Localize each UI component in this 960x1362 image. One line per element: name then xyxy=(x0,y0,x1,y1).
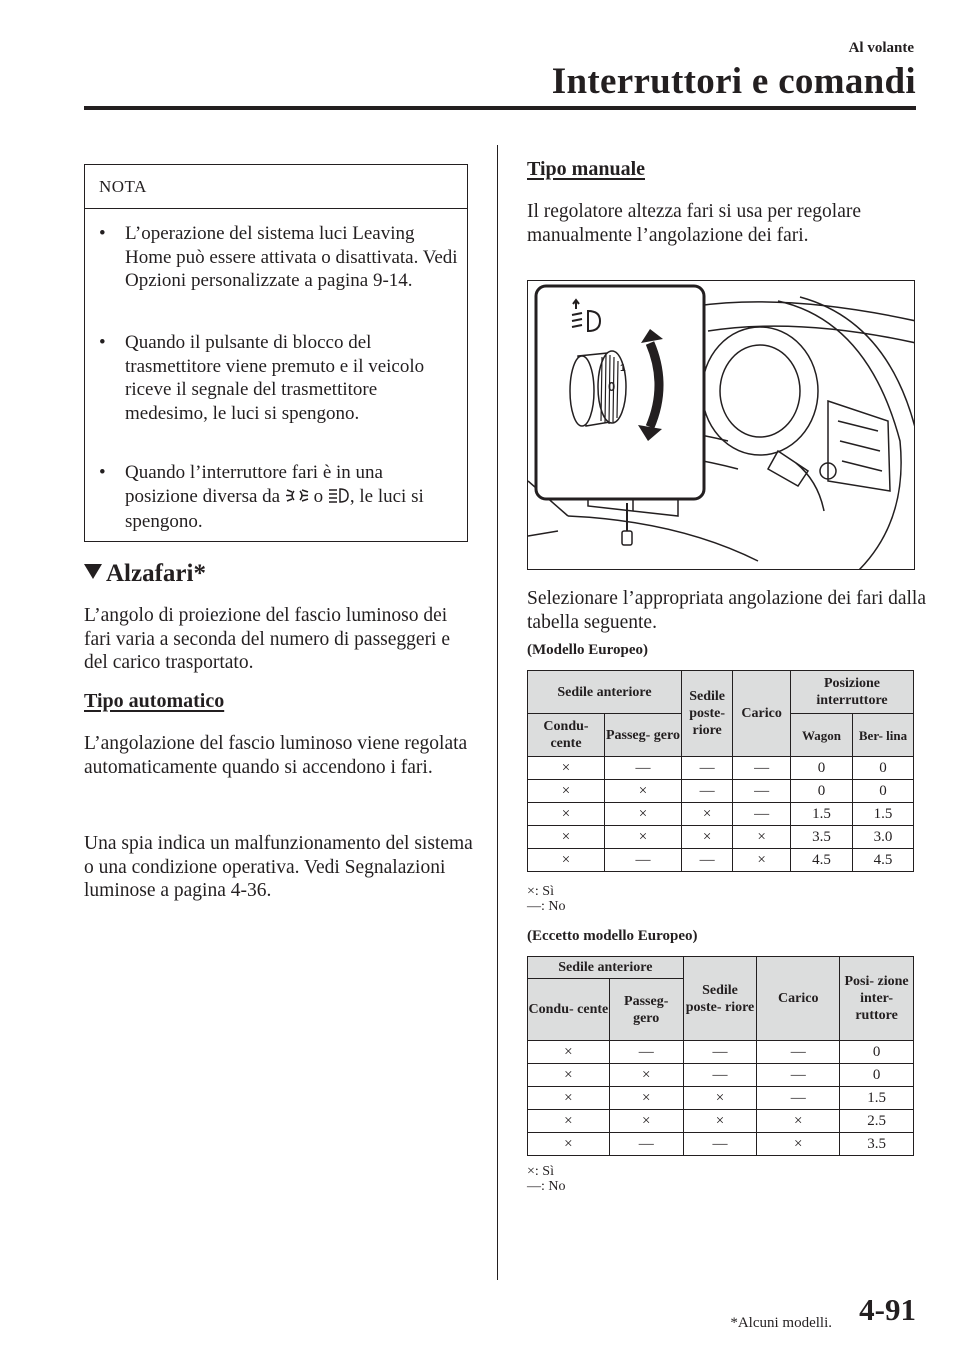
note-bullet-text xyxy=(125,461,459,534)
note-bullet-text: L’operazione del sistema luci Leaving Home può essere attivata o disattivata. Vedi Opzioni personalizzate a pagina 9-14. xyxy=(125,223,458,291)
bullet-dot-icon: • xyxy=(99,223,106,244)
table-cell: 0 xyxy=(853,757,914,780)
angle-table-non-europe xyxy=(527,956,914,1156)
table-cell: — xyxy=(733,757,791,780)
note-bullet xyxy=(99,461,459,534)
column-divider xyxy=(497,145,498,1280)
table-cell: × xyxy=(528,1110,610,1133)
table-cell: × xyxy=(757,1133,840,1156)
table-header-driver: Condu- cente xyxy=(528,979,610,1041)
table2-legend xyxy=(527,1164,566,1194)
select-angle-text: Selezionare l’appropriata angolazione dei fari dalla tabella seguente. xyxy=(527,588,927,633)
note-bullet xyxy=(99,222,459,293)
table-cell: × xyxy=(683,1110,757,1133)
table-header-passenger: Passeg- gero xyxy=(604,714,681,757)
table-cell: × xyxy=(757,1110,840,1133)
table-cell: × xyxy=(528,849,605,872)
table-cell: 3.5 xyxy=(791,826,853,849)
table-cell: — xyxy=(604,849,681,872)
table-cell: × xyxy=(604,780,681,803)
table-header-rear-seat: Sedile poste- riore xyxy=(681,671,732,757)
note-bullet-text: Quando il pulsante di blocco del trasmettitore viene premuto e il veicolo riceve il segnale del trasmettitore medesimo, le luci si spengono. xyxy=(125,332,425,424)
legend-no: —: No xyxy=(527,1179,566,1194)
table-cell: — xyxy=(681,780,732,803)
table-cell: 3.0 xyxy=(853,826,914,849)
table-row xyxy=(528,1041,914,1064)
legend-no: —: No xyxy=(527,899,566,914)
table-cell: × xyxy=(604,826,681,849)
table-row xyxy=(528,780,914,803)
table-header-load: Carico xyxy=(733,671,791,757)
table-cell: × xyxy=(733,849,791,872)
table-cell: 0 xyxy=(791,780,853,803)
dashboard-drawing xyxy=(528,281,915,570)
table-cell: — xyxy=(609,1041,683,1064)
angle-table-europe xyxy=(527,670,914,872)
table-cell: × xyxy=(681,826,732,849)
table-header-driver: Condu- cente xyxy=(528,714,605,757)
table-cell: × xyxy=(609,1064,683,1087)
table-cell: 1.5 xyxy=(840,1087,914,1110)
note-bullet3-pre: Quando l’interruttore fari è in una posizione diversa da xyxy=(125,462,383,507)
table-cell: × xyxy=(528,757,605,780)
table-cell: — xyxy=(757,1087,840,1110)
table-cell: — xyxy=(683,1133,757,1156)
note-title: NOTA xyxy=(99,177,147,196)
table-row xyxy=(528,1110,914,1133)
table-cell: 3.5 xyxy=(840,1133,914,1156)
table-cell: × xyxy=(528,826,605,849)
table-cell: × xyxy=(681,803,732,826)
auto-type-warning-text: Una spia indica un malfunzionamento del sistema o una condizione operativa. Vedi Segnalazioni luminose a pagina 4-36. xyxy=(84,833,473,901)
table-cell: 4.5 xyxy=(791,849,853,872)
legend-yes: ×: Sì xyxy=(527,884,554,899)
table-cell: — xyxy=(604,757,681,780)
table-cell: × xyxy=(528,1041,610,1064)
note-bullet3-post: , le luci si spengono. xyxy=(125,485,424,532)
table-cell: — xyxy=(757,1064,840,1087)
table-cell: 2.5 xyxy=(840,1110,914,1133)
table-header-berlina: Ber- lina xyxy=(853,714,914,757)
alzafari-intro: L’angolo di proiezione del fascio luminoso dei fari varia a seconda del numero di passeggeri e del carico trasportato. xyxy=(84,605,451,673)
table-row xyxy=(528,1133,914,1156)
heading-text: Alzafari* xyxy=(106,560,206,587)
headlight-icon xyxy=(328,487,350,511)
dial-mark-one: 1 xyxy=(620,363,626,374)
table-row xyxy=(528,1087,914,1110)
table-cell: × xyxy=(683,1087,757,1110)
table-cell: × xyxy=(609,1087,683,1110)
table-header-passenger: Passeg- gero xyxy=(609,979,683,1041)
parking-light-icon xyxy=(285,487,309,511)
note-divider xyxy=(85,208,467,209)
bullet-dot-icon: • xyxy=(99,332,106,353)
table-header-rear-seat: Sedile poste- riore xyxy=(683,957,757,1041)
page-number: 4-91 xyxy=(859,1292,916,1327)
table-header-switch-position: Posizione interruttore xyxy=(791,671,914,714)
triangle-icon xyxy=(84,564,102,579)
table-cell: — xyxy=(683,1064,757,1087)
table-cell: 4.5 xyxy=(853,849,914,872)
table-cell: — xyxy=(733,780,791,803)
table-cell: 0 xyxy=(853,780,914,803)
section-label: Al volante xyxy=(848,40,914,56)
table-cell: 0 xyxy=(840,1064,914,1087)
table-cell: — xyxy=(683,1041,757,1064)
table-cell: × xyxy=(609,1110,683,1133)
table-row xyxy=(528,1064,914,1087)
table-cell: × xyxy=(528,1064,610,1087)
table-cell: 1.5 xyxy=(791,803,853,826)
table-cell: 1.5 xyxy=(853,803,914,826)
table-cell: × xyxy=(528,1087,610,1110)
leveling-switch-illustration xyxy=(527,280,915,570)
table-cell: — xyxy=(609,1133,683,1156)
table-cell: × xyxy=(528,803,605,826)
auto-type-title: Tipo automatico xyxy=(84,690,225,712)
note-box xyxy=(84,164,468,542)
table-cell: — xyxy=(733,803,791,826)
table-cell: × xyxy=(528,780,605,803)
table-row xyxy=(528,849,914,872)
table-header-front-seat: Sedile anteriore xyxy=(528,957,684,979)
auto-type-text: L’angolazione del fascio luminoso viene regolata automaticamente quando si accendono i fari. xyxy=(84,733,468,778)
note-bullet3-mid: o xyxy=(308,485,328,507)
table-cell: — xyxy=(681,849,732,872)
table-header-front-seat: Sedile anteriore xyxy=(528,671,682,714)
legend-yes: ×: Sì xyxy=(527,1164,554,1179)
manual-type-title: Tipo manuale xyxy=(527,158,645,180)
table-row xyxy=(528,803,914,826)
table-row xyxy=(528,826,914,849)
footnote: *Alcuni modelli. xyxy=(730,1315,832,1331)
table1-legend xyxy=(527,884,566,914)
section-heading xyxy=(84,560,206,588)
table-header-wagon: Wagon xyxy=(791,714,853,757)
dial-mark-zero: 0 xyxy=(608,379,616,394)
table-cell: 0 xyxy=(840,1041,914,1064)
note-bullet xyxy=(99,331,459,425)
table-cell: — xyxy=(681,757,732,780)
table-cell: × xyxy=(528,1133,610,1156)
table1-label: (Modello Europeo) xyxy=(527,642,648,658)
table2-label: (Eccetto modello Europeo) xyxy=(527,928,698,944)
table-cell: 0 xyxy=(791,757,853,780)
bullet-dot-icon: • xyxy=(99,462,106,483)
header-rule xyxy=(84,106,916,110)
table-header-switch-position: Posi- zione inter- ruttore xyxy=(840,957,914,1041)
manual-type-text: Il regolatore altezza fari si usa per regolare manualmente l’angolazione dei fari. xyxy=(527,201,862,246)
table-cell: × xyxy=(604,803,681,826)
page-title: Interruttori e comandi xyxy=(551,61,916,102)
table-row xyxy=(528,757,914,780)
table-cell: — xyxy=(757,1041,840,1064)
table-cell: × xyxy=(733,826,791,849)
table-header-load: Carico xyxy=(757,957,840,1041)
